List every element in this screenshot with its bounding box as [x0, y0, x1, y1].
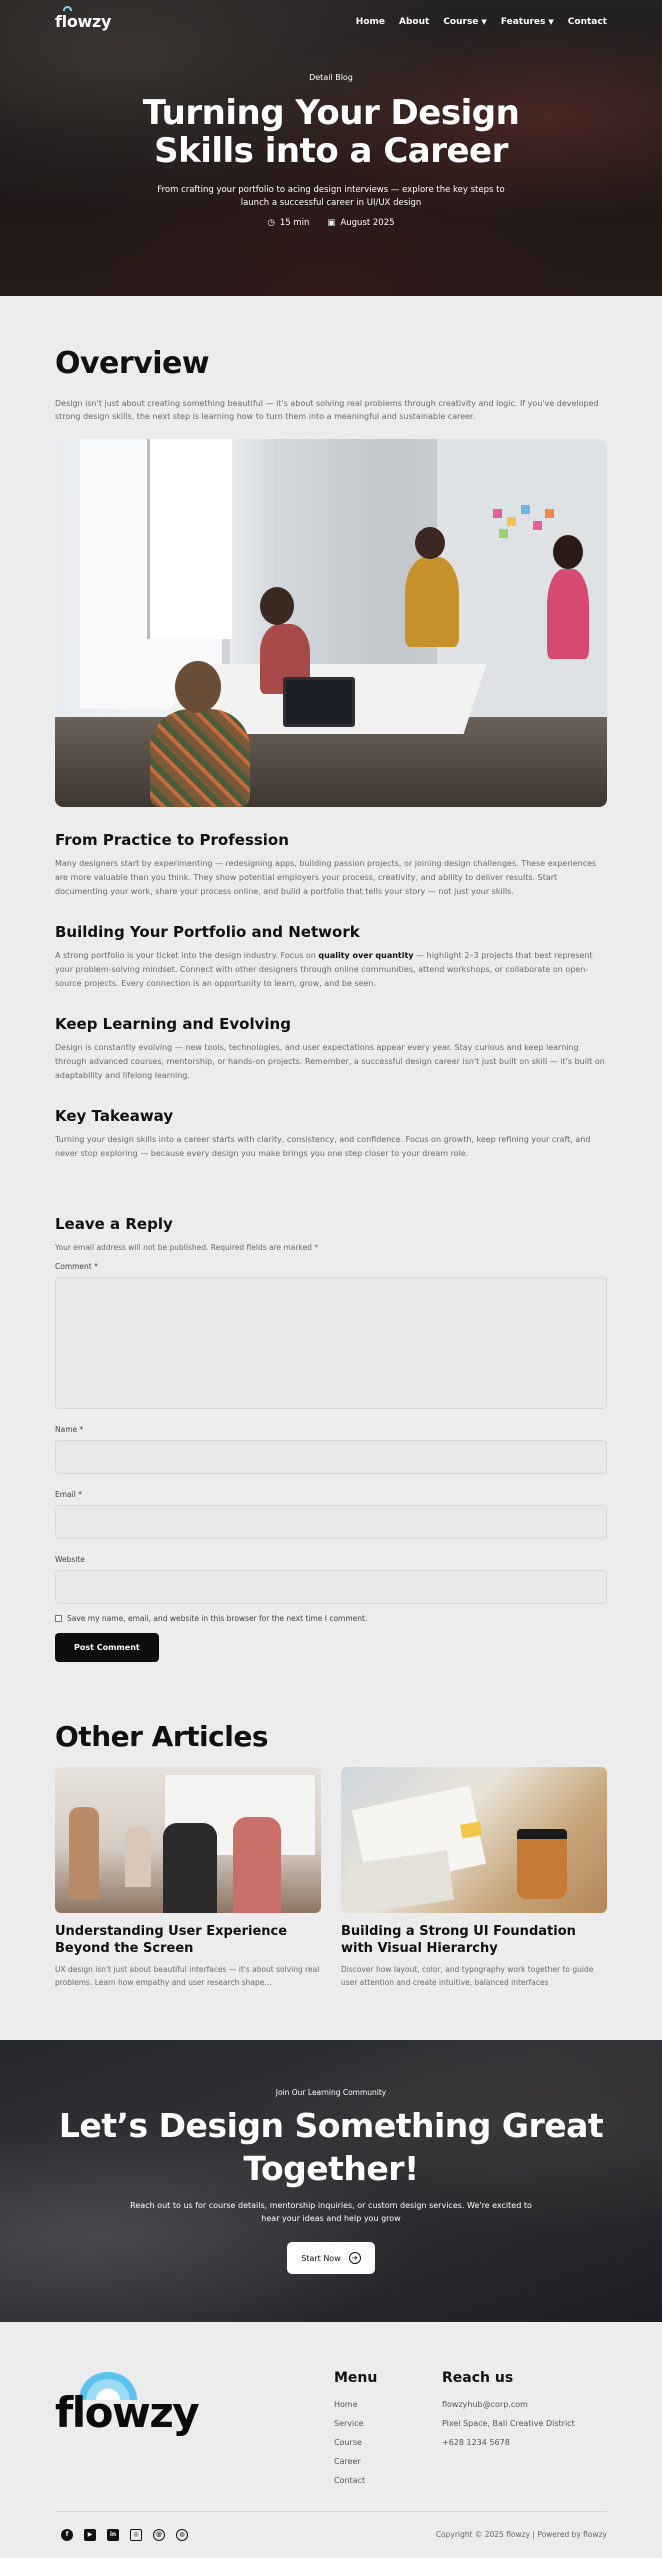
name-label: Name *	[55, 1425, 84, 1435]
cta-section	[0, 2040, 662, 2322]
section-heading: Key Takeaway	[55, 1107, 174, 1126]
comment-label: Comment *	[55, 1262, 98, 1272]
cta-eyebrow: Join Our Learning Community	[275, 2087, 387, 2097]
article-card-image	[55, 1767, 321, 1913]
cta-title: Let’s Design Something Great Together!	[58, 2105, 604, 2188]
start-now-label: Start Now	[301, 2253, 341, 2263]
nav-item-about[interactable]: About	[399, 16, 430, 27]
facebook-icon[interactable]: f	[61, 2529, 73, 2541]
nav-item-contact[interactable]: Contact	[567, 16, 607, 27]
read-time-value: 15 min	[279, 217, 310, 228]
footer-menu-contact[interactable]: Contact	[334, 2475, 366, 2485]
hero-text	[0, 73, 662, 228]
footer-menu-career[interactable]: Career	[334, 2456, 361, 2466]
cta-subtitle: Reach out to us for course details, mentorship inquiries, or custom design services. We're excited to hear your ideas and help you grow	[130, 2201, 532, 2224]
photo-person-plaid	[150, 709, 250, 807]
nav-links	[356, 17, 607, 27]
hero-subtitle: From crafting your portfolio to acing design interviews — explore the key steps to launch a successful career in UI/UX design	[157, 185, 505, 208]
copyright: Copyright © 2025 flowzy | Powered by flowzy	[435, 2530, 607, 2540]
article-card-image	[341, 1767, 607, 1913]
photo-window-pane	[147, 439, 232, 639]
nav-item-course-label: Course	[443, 16, 479, 27]
comment-textarea[interactable]	[55, 1277, 607, 1409]
page-title: Turning Your Design Skills into a Career	[142, 93, 520, 172]
overview-heading: Overview	[55, 346, 210, 381]
article-card-title[interactable]: Building a Strong UI Foundation with Visual Hierarchy	[341, 1924, 576, 1957]
save-info-label: Save my name, email, and website in this browser for the next time I comment.	[67, 1614, 368, 1624]
footer-reach-heading: Reach us	[442, 2369, 514, 2386]
save-info-row	[55, 1614, 607, 1623]
article-card-desc: UX design isn't just about beautiful interfaces — it's about solving real problems. Learn how empathy and user research shape...	[55, 1965, 320, 1987]
section-heading: From Practice to Profession	[55, 831, 289, 850]
article-card-desc: Discover how layout, color, and typography work together to guide user attention and create intuitive, balanced interfaces	[341, 1965, 594, 1987]
footer-reach	[442, 2370, 607, 2485]
photo-head-1	[175, 661, 221, 713]
section-body-end: — highlight 2–3 projects that best represent your problem-solving mindset. Connect with other designers through online communities, attend workshops, or collaborate on open-source projects. Every connection is an opportunity to learn, grow, and be seen.	[55, 951, 593, 989]
photo-head-2	[260, 587, 294, 625]
chevron-down-icon: ▼	[548, 17, 554, 26]
save-info-checkbox[interactable]	[55, 1615, 62, 1622]
section-heading: Keep Learning and Evolving	[55, 1015, 291, 1034]
footer-phone[interactable]: +628 1234 5678	[442, 2437, 510, 2447]
footer-menu-home[interactable]: Home	[334, 2399, 358, 2409]
email-field[interactable]	[55, 1505, 607, 1539]
start-now-button[interactable]	[287, 2242, 375, 2274]
card-photo-person	[163, 1823, 217, 1913]
read-time	[267, 218, 309, 228]
logo-arc-icon	[63, 6, 72, 11]
publish-date-value: August 2025	[340, 217, 395, 228]
section-body: Design is constantly evolving — new tools, technologies, and user expectations appear every year. Stay curious and keep learning through advanced courses, mentorship, or hands-on projects. Remember, a successful design career isn't just built on skill — it's built on adaptability and lifelong learning.	[55, 1043, 605, 1081]
other-articles-heading: Other Articles	[55, 1720, 268, 1754]
social-links	[55, 2529, 188, 2541]
footer	[0, 2322, 662, 2558]
chevron-down-icon: ▼	[481, 17, 487, 26]
section-body-start: A strong portfolio is your ticket into the design industry. Focus on	[55, 951, 319, 961]
section-body	[55, 949, 607, 991]
article-card-title[interactable]: Understanding User Experience Beyond the Screen	[55, 1924, 288, 1957]
calendar-icon: ▣	[327, 217, 336, 228]
reply-form	[0, 1161, 662, 1662]
footer-menu-service[interactable]: Service	[334, 2418, 364, 2428]
nav-item-features[interactable]	[501, 17, 554, 27]
youtube-icon[interactable]: ▶	[84, 2529, 96, 2541]
website-field[interactable]	[55, 1570, 607, 1604]
clock-icon: ◷	[267, 217, 275, 228]
top-nav	[0, 0, 662, 31]
website-label: Website	[55, 1555, 85, 1565]
footer-menu-course[interactable]: Course	[334, 2437, 362, 2447]
publish-date	[327, 218, 394, 228]
article-card[interactable]	[55, 1767, 321, 1989]
footer-brand-name: flowzy	[55, 2387, 199, 2437]
overview-lead: Design isn't just about creating something beautiful — it's about solving real problems through creativity and logic. If you've developed strong design skills, the next step is learning how to turn them into a meaningful and sustainable career.	[55, 399, 599, 422]
article-cards	[55, 1767, 607, 1989]
section-body-bold: quality over quantity	[318, 951, 414, 961]
arrow-right-icon: ➔	[349, 2252, 361, 2264]
card-photo-person	[69, 1807, 99, 1899]
section-heading: Building Your Portfolio and Network	[55, 923, 360, 942]
footer-logo[interactable]	[55, 2370, 334, 2485]
nav-item-features-label: Features	[500, 16, 546, 27]
post-comment-button[interactable]: Post Comment	[55, 1633, 159, 1662]
photo-person-mustard	[405, 557, 459, 647]
footer-address: Pixel Space, Bali Creative District	[442, 2418, 575, 2428]
article-card[interactable]	[341, 1767, 607, 1989]
brand-name: flowzy	[55, 12, 112, 31]
article-body	[0, 296, 662, 1161]
threads-icon[interactable]: @	[153, 2529, 165, 2541]
nav-item-home[interactable]: Home	[355, 16, 385, 27]
footer-menu-heading: Menu	[334, 2369, 378, 2386]
dribbble-icon[interactable]: ◍	[176, 2529, 188, 2541]
card-photo-person	[125, 1827, 151, 1887]
card-photo-cup	[517, 1829, 567, 1899]
instagram-icon[interactable]: ◎	[130, 2529, 142, 2541]
section-body: Many designers start by experimenting — redesigning apps, building passion projects, or joining design challenges. These experiences are more valuable than you think. They show potential employers your process, creativity, and ability to deliver results. Start documenting your work, share your process online, and build a portfolio that tells your story — not just your skills.	[55, 859, 597, 897]
card-photo-person	[233, 1817, 281, 1913]
nav-item-course[interactable]	[443, 17, 487, 27]
linkedin-icon[interactable]: in	[107, 2529, 119, 2541]
reply-note: Your email address will not be published. Required fields are marked *	[55, 1243, 319, 1253]
footer-menu	[334, 2370, 442, 2485]
article-meta	[100, 218, 562, 228]
hero-eyebrow: Detail Blog	[309, 73, 353, 82]
email-label: Email *	[55, 1490, 82, 1500]
other-articles	[0, 1662, 662, 1989]
name-field[interactable]	[55, 1440, 607, 1474]
photo-person-pink	[547, 569, 589, 659]
footer-email[interactable]: flowzyhub@corp.com	[442, 2399, 528, 2409]
photo-laptop	[283, 677, 355, 727]
hero-section	[0, 0, 662, 296]
brand-logo[interactable]	[55, 12, 111, 31]
article-photo	[55, 439, 607, 807]
reply-heading: Leave a Reply	[55, 1215, 173, 1234]
section-body: Turning your design skills into a career starts with clarity, consistency, and confidence. Focus on growth, keep refining your craft, and never stop exploring — because every design you make brings you one step closer to your dream role.	[55, 1135, 591, 1159]
